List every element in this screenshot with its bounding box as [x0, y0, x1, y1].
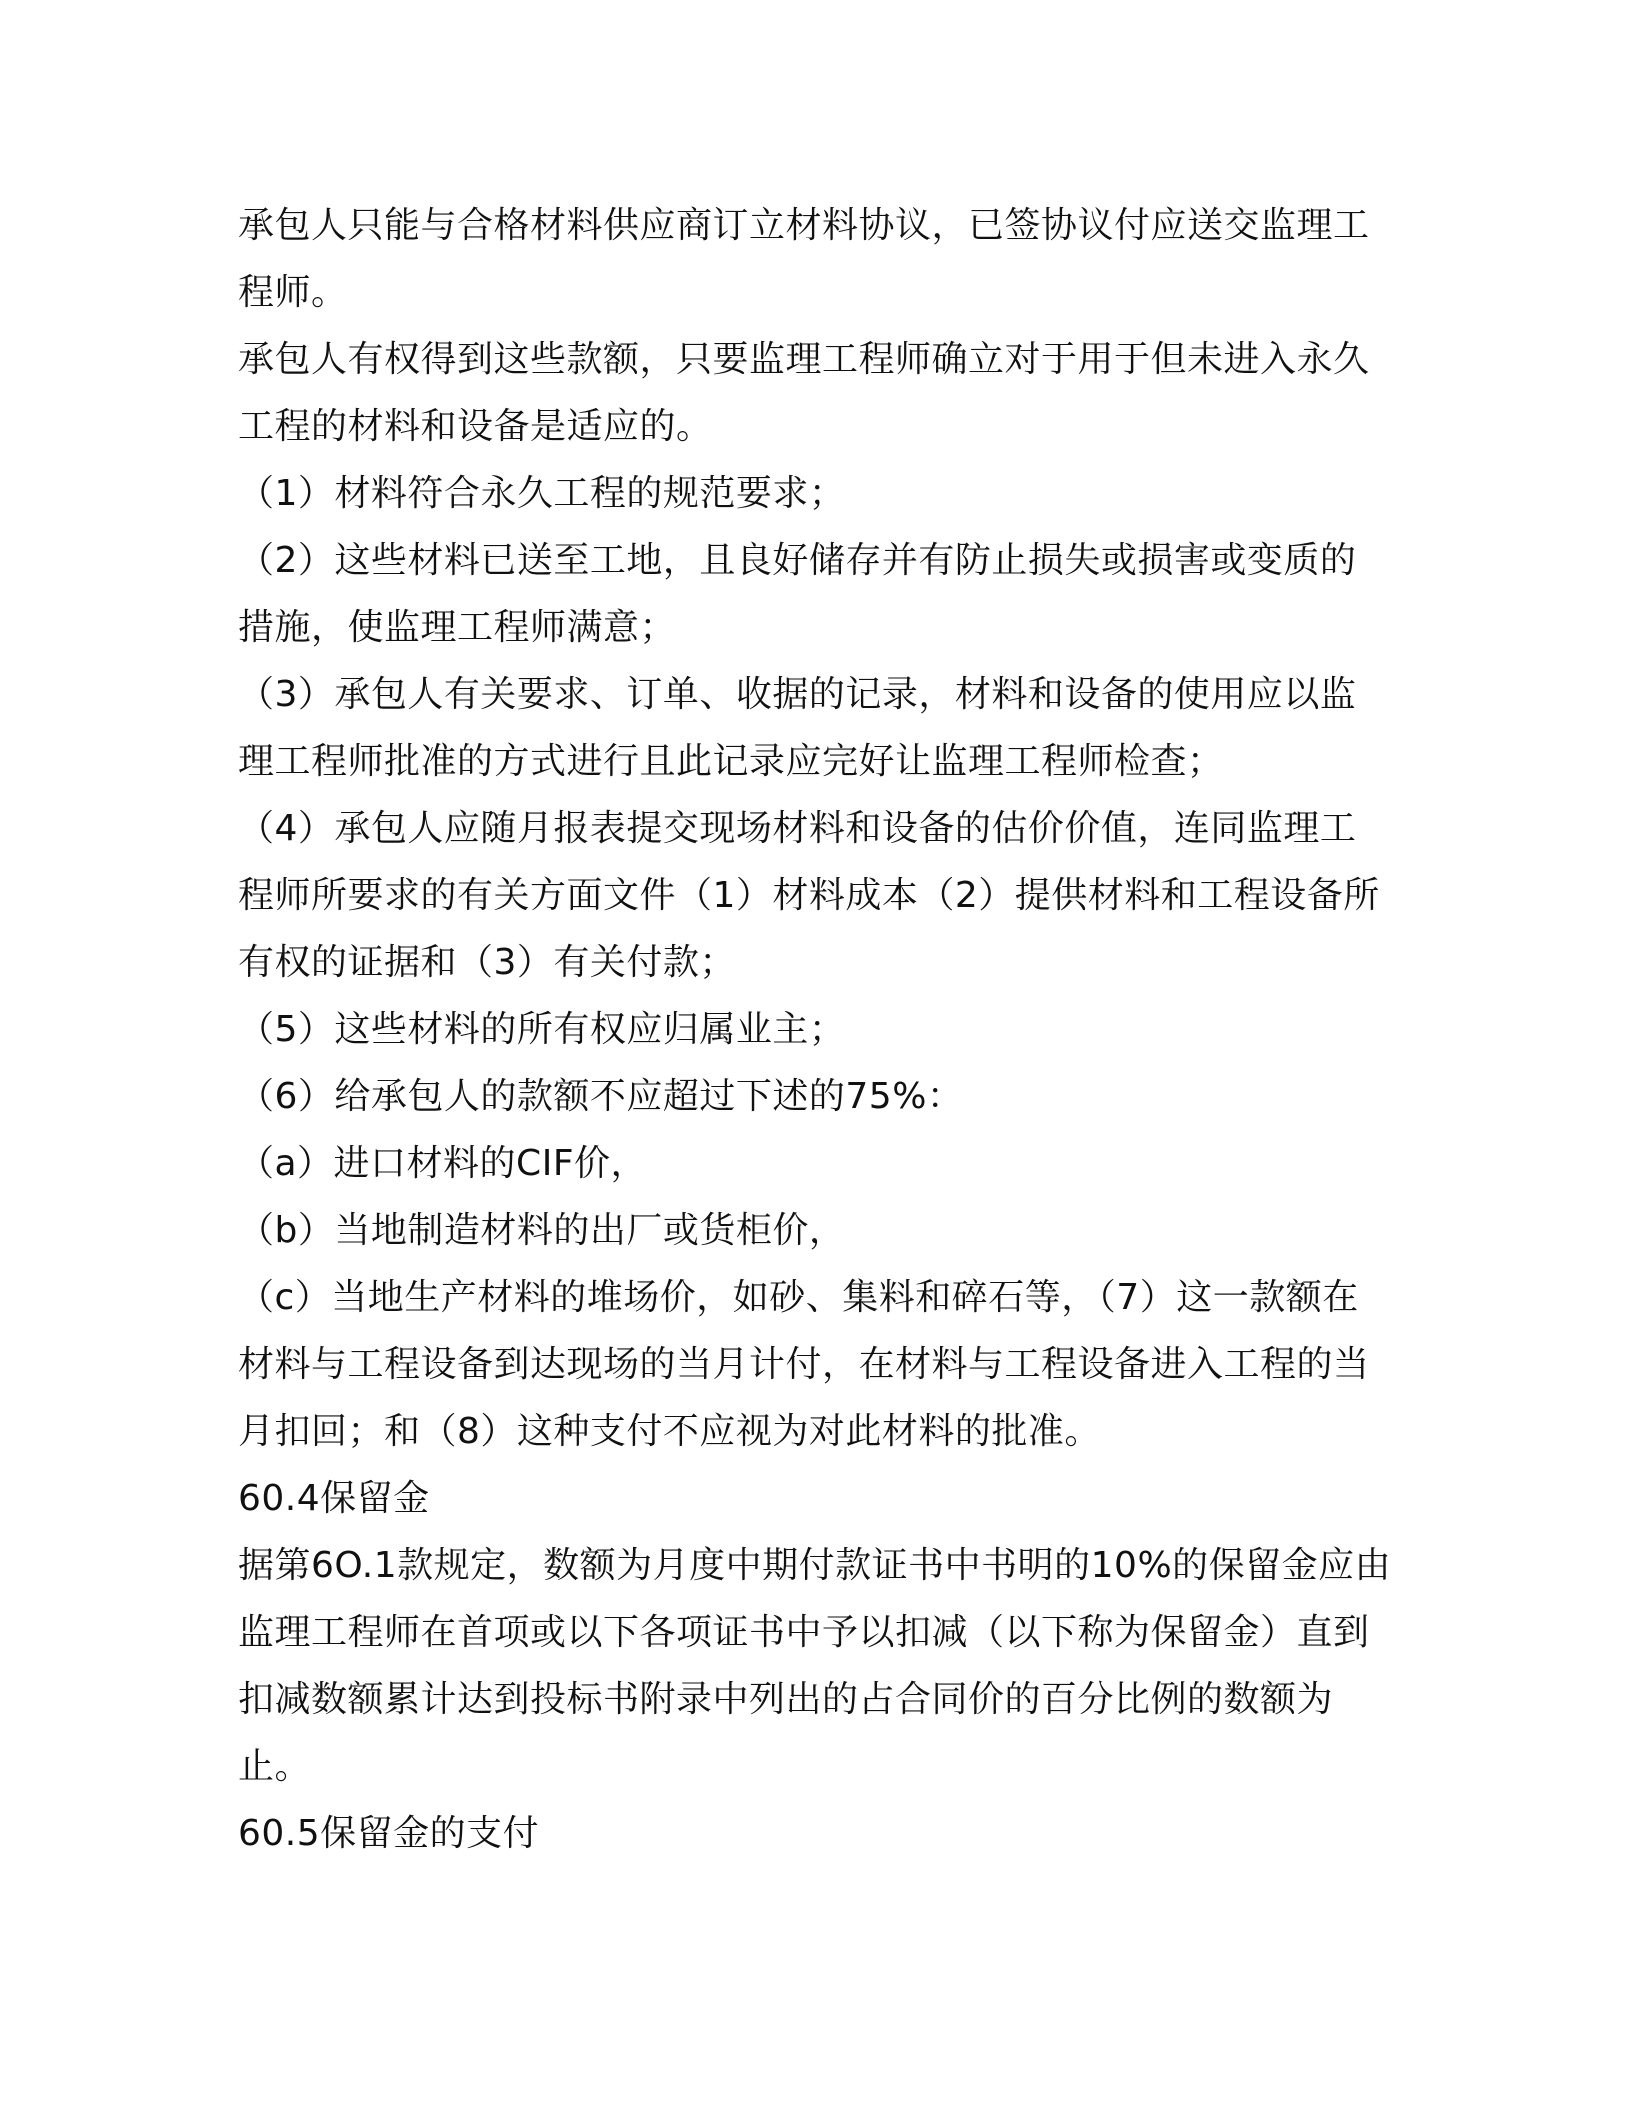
text-line: 扣减数额累计达到投标书附录中列出的占合同价的百分比例的数额为: [238, 1679, 1334, 1720]
text-line: 止。: [238, 1746, 312, 1787]
text-line: 据第6O.1款规定，数额为月度中期付款证书中书明的10%的保留金应由: [238, 1545, 1392, 1586]
text-line: 工程的材料和设备是适应的。: [238, 406, 713, 447]
text-line: （c）当地生产材料的堆场价，如砂、集料和碎石等，（7）这一款额在: [238, 1277, 1359, 1318]
text-line: 月扣回；和（8）这种支付不应视为对此材料的批准。: [238, 1411, 1101, 1452]
section-heading: 60.5保留金的支付: [238, 1813, 540, 1854]
text-line: （4）承包人应随月报表提交现场材料和设备的估价价值，连同监理工: [238, 808, 1357, 849]
text-line: 承包人有权得到这些款额，只要监理工程师确立对于用于但未进入永久: [238, 339, 1370, 380]
document-body: [238, 192, 1392, 1867]
text-line: （1）材料符合永久工程的规范要求；: [238, 473, 846, 514]
text-line: 措施，使监理工程师满意；: [238, 607, 677, 648]
section-heading: 60.4保留金: [238, 1478, 430, 1519]
text-line: 监理工程师在首项或以下各项证书中予以扣减（以下称为保留金）直到: [238, 1612, 1370, 1653]
text-line: 材料与工程设备到达现场的当月计付，在材料与工程设备进入工程的当: [238, 1344, 1370, 1385]
text-line: 有权的证据和（3）有关付款；: [238, 942, 736, 983]
text-line: 程师。: [238, 272, 348, 313]
text-line: 承包人只能与合格材料供应商订立材料协议，已签协议付应送交监理工: [238, 205, 1370, 246]
text-line: 理工程师批准的方式进行且此记录应完好让监理工程师检查；: [238, 741, 1224, 782]
text-line: （6）给承包人的款额不应超过下述的75%：: [238, 1076, 964, 1117]
text-line: （b）当地制造材料的出厂或货柜价，: [238, 1210, 846, 1251]
text-line: （2）这些材料已送至工地，且良好储存并有防止损失或损害或变质的: [238, 540, 1357, 581]
text-line: （3）承包人有关要求、订单、收据的记录，材料和设备的使用应以监: [238, 674, 1357, 715]
text-line: 程师所要求的有关方面文件（1）材料成本（2）提供材料和工程设备所: [238, 875, 1380, 916]
text-line: （a）进口材料的CIF价，: [238, 1143, 648, 1184]
text-line: （5）这些材料的所有权应归属业主；: [238, 1009, 846, 1050]
